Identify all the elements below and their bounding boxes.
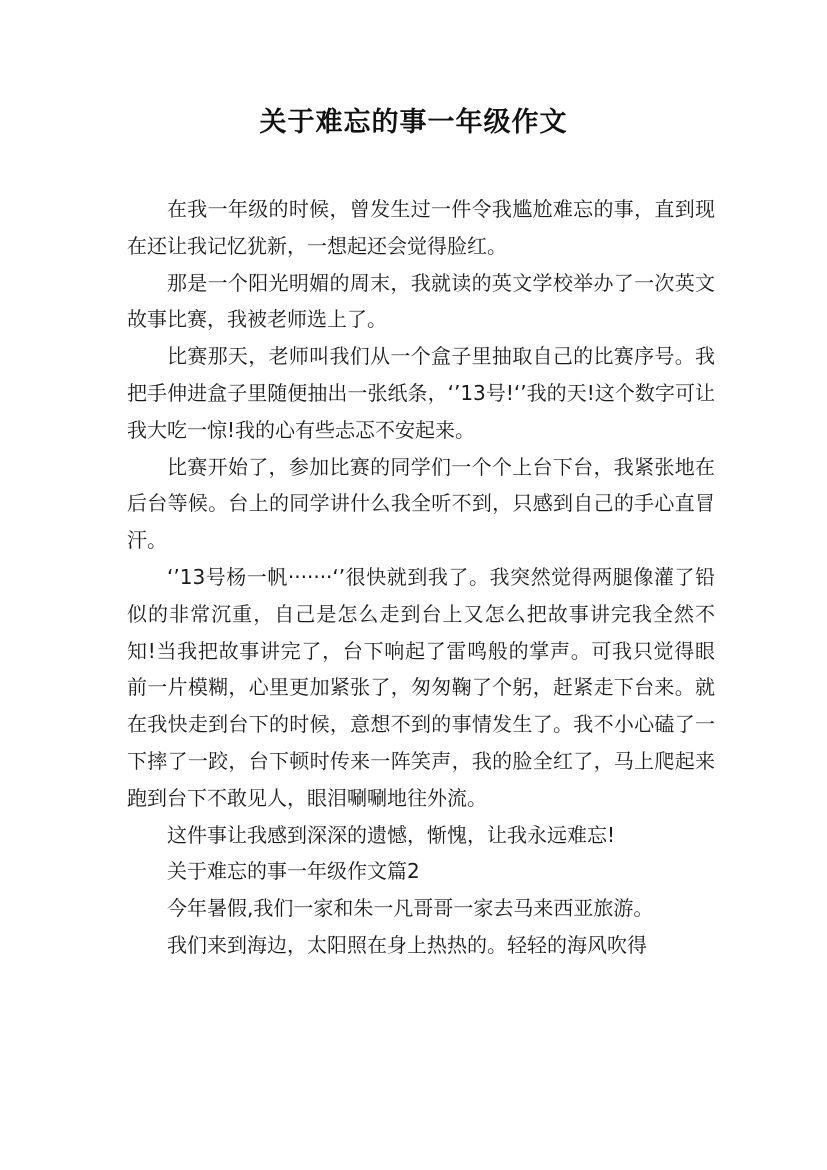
section-heading: 关于难忘的事一年级作文篇2 <box>167 859 420 884</box>
paragraph: 今年暑假,我们一家和朱一凡哥哥一家去马来西亚旅游。 <box>167 896 654 921</box>
paragraph: 我们来到海边，太阳照在身上热热的。轻轻的海风吹得 <box>167 932 647 957</box>
paragraph: 比赛那天，老师叫我们从一个盒子里抽取自己的比赛序号。我把手伸进盒子里随便抽出一张纸条，‘’13号!‘’我的天!这个数字可让我大吃一惊!我的心有些忐忑不安起来。 <box>127 344 715 442</box>
paragraph: 那是一个阳光明媚的周末，我就读的英文学校举办了一次英文故事比赛，我被老师选上了。 <box>127 270 715 332</box>
document-body <box>127 191 715 964</box>
document-title: 关于难忘的事一年级作文 <box>259 107 568 138</box>
paragraph: 这件事让我感到深深的遗憾，惭愧，让我永远难忘! <box>167 822 616 847</box>
paragraph: 比赛开始了，参加比赛的同学们一个个上台下台，我紧张地在后台等候。台上的同学讲什么我全听不到，只感到自己的手心直冒汗。 <box>127 454 715 553</box>
paragraph: ‘’13号杨一帆·······‘’很快就到我了。我突然觉得两腿像灌了铅似的非常沉重，自己是怎么走到台上又怎么把故事讲完我全然不知!当我把故事讲完了，台下响起了雷鸣般的掌声。可我只觉得眼前一片模糊，心里更加紧张了，匆匆鞠了个躬，赶紧走下台来。就在我快走到台下的时候，意想不到的事情发生了。我不小心磕了一下摔了一跤，台下顿时传来一阵笑声，我的脸全红了，马上爬起来跑到台下不敢见人，眼泪唰唰地往外流。 <box>127 564 715 810</box>
paragraph: 在我一年级的时候，曾发生过一件令我尴尬难忘的事，直到现在还让我记忆犹新，一想起还会觉得脸红。 <box>127 197 715 258</box>
